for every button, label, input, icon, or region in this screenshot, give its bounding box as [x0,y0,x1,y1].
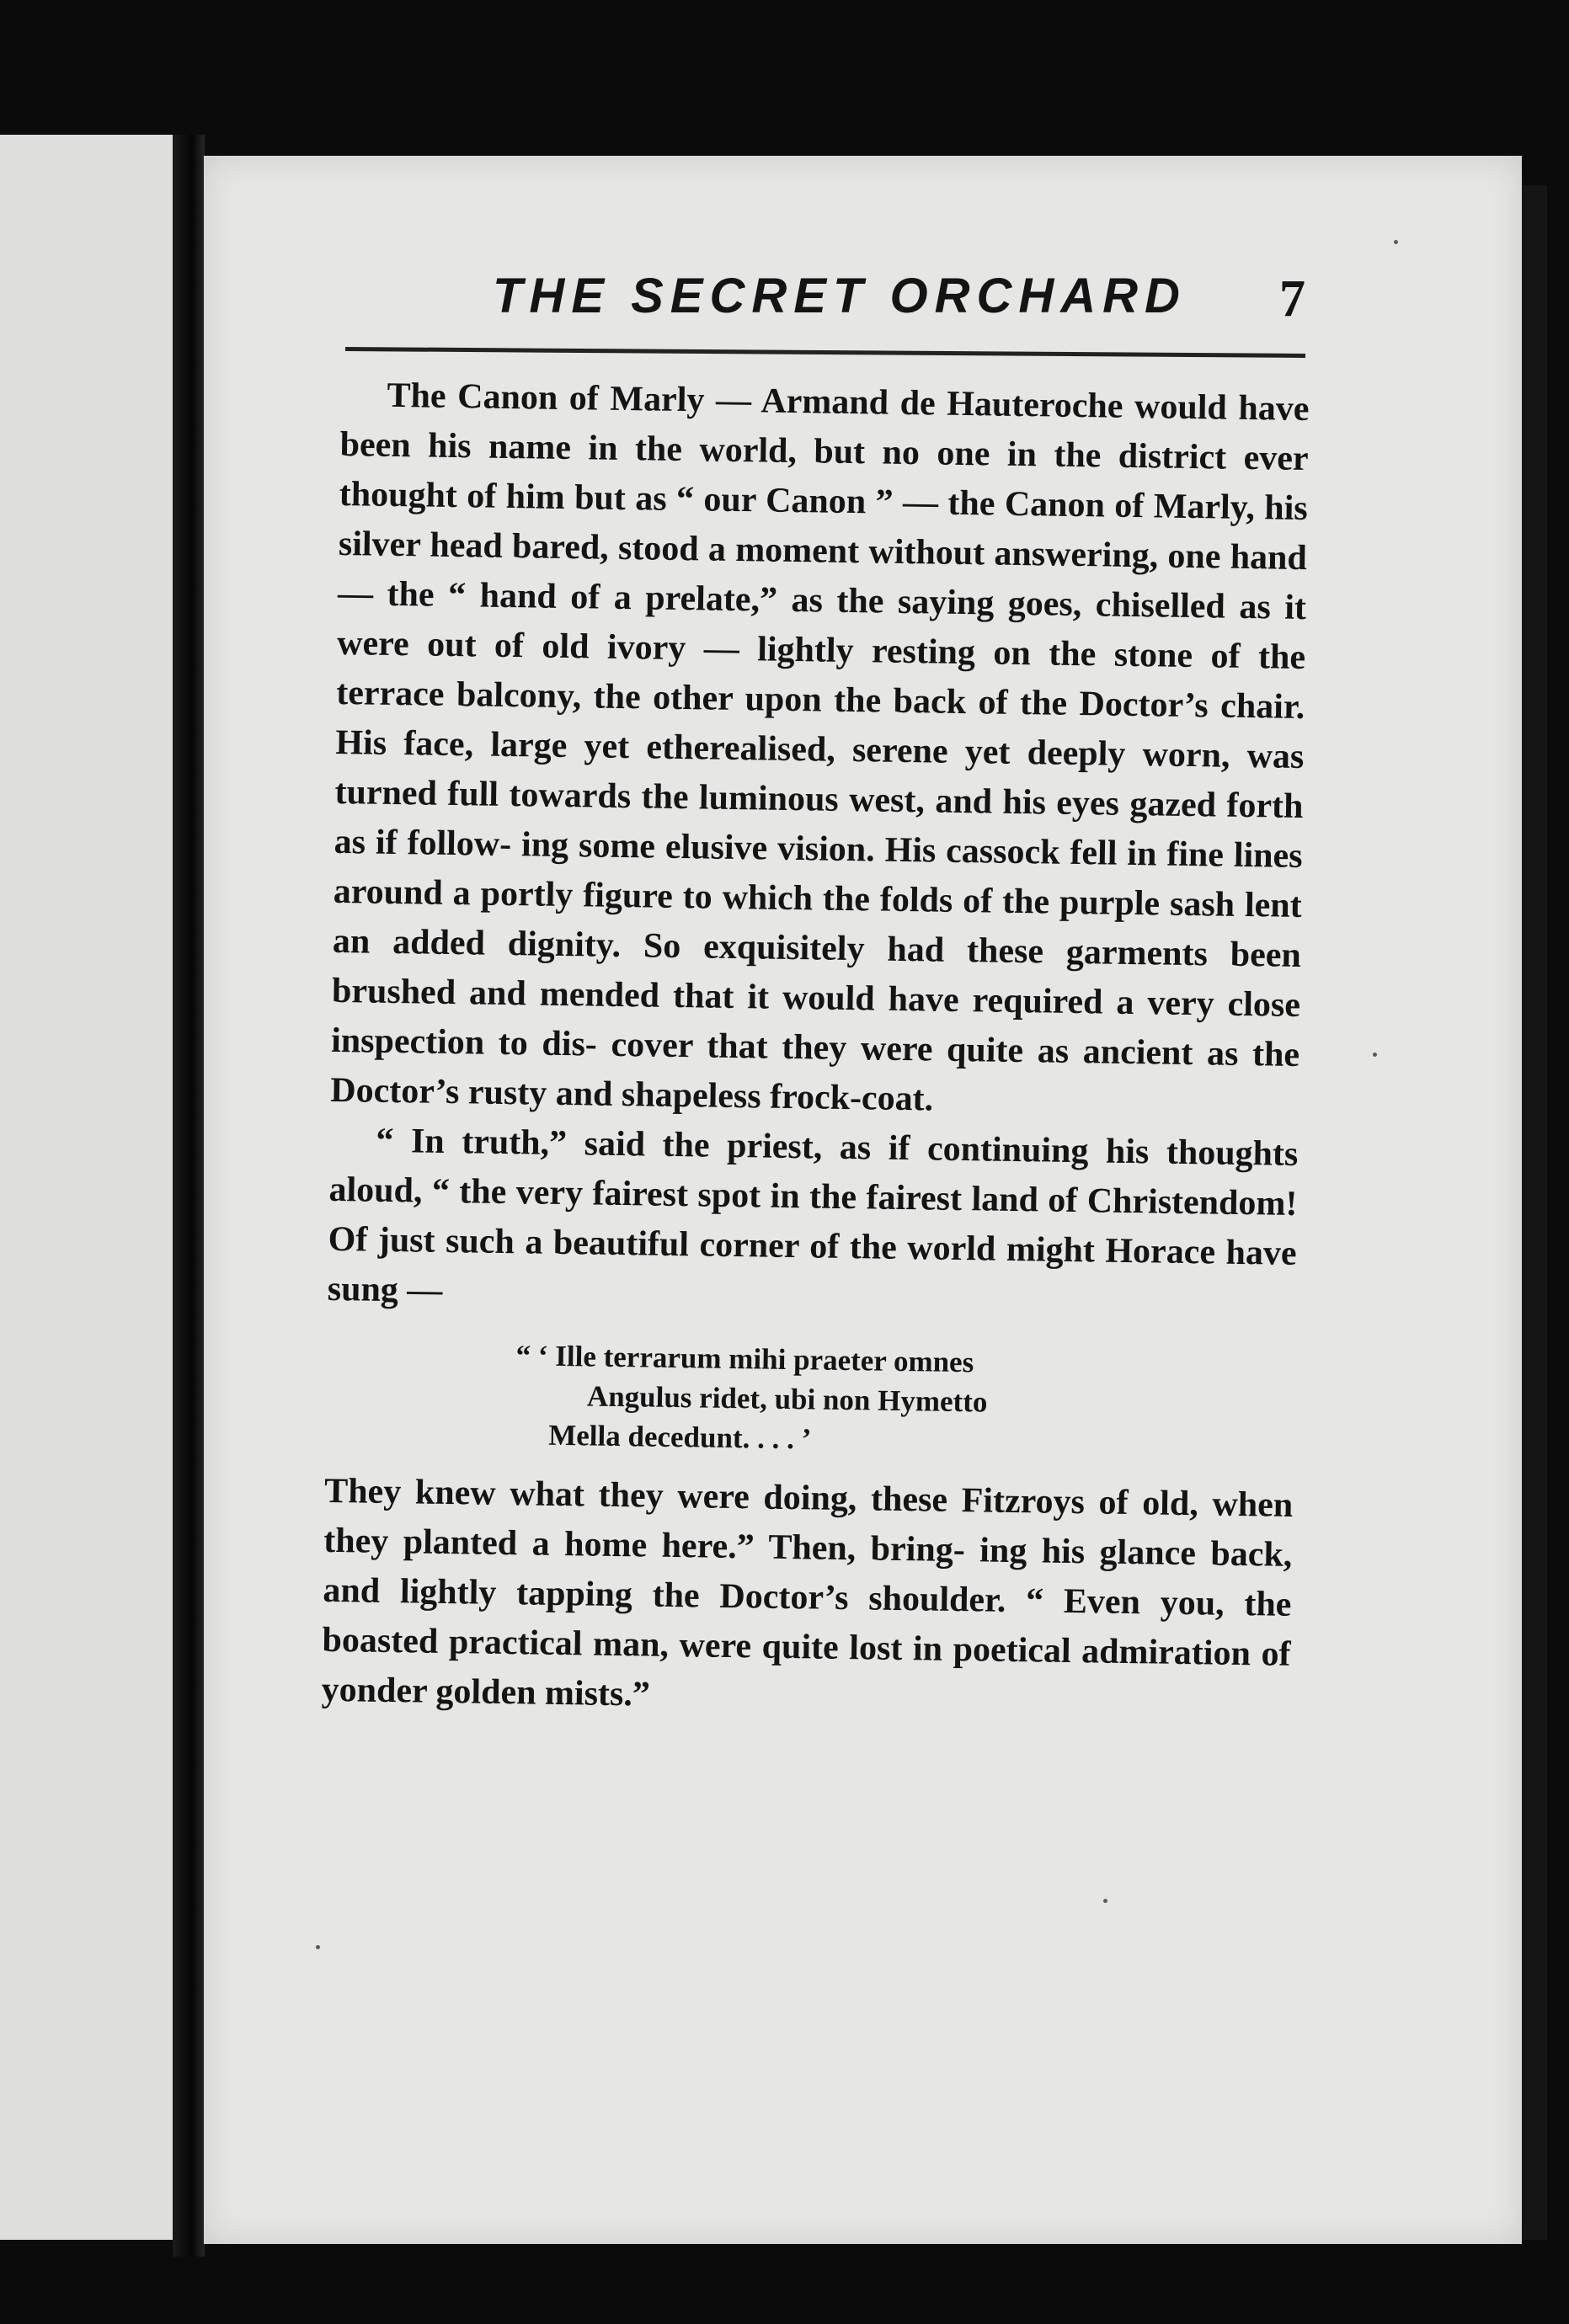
text-line: Canon ” — the Canon of Marly, his silver head bared, [338,481,1309,568]
paragraph-fitzroys [321,1467,1293,1730]
text-line: in the district ever thought of him but as “ our [339,434,1309,520]
text-line: golden mists.” [435,1671,651,1714]
text-line: the Doctor’s chair. His face, large yet etherealised, [335,684,1305,770]
text-line: serene yet deeply worn, was turned full towards the [334,731,1305,818]
book-gutter [173,135,205,2257]
paragraph-priest [327,1116,1298,1329]
text-line: would have been his name in the world, but no one [339,386,1310,474]
text-line: They knew what they were doing, these Fitzroys of [323,1471,1129,1523]
scan-speck [1394,240,1398,244]
text-line: land of Christendom! Of just such a beautiful [328,1180,1298,1265]
text-line: ing some elusive vision. His cassock fell in fine [520,825,1225,875]
scan-speck [1103,1899,1107,1903]
text-line: it would have required a very close inspection to dis- [330,978,1301,1064]
text-line: it were out of old ivory — lightly resting on the stone [336,588,1307,676]
text-line: stood a moment without answering, one hand — the [337,528,1308,615]
running-head [345,268,1305,344]
page-edge-shadow [1522,185,1547,2240]
text-line: purple sash lent an added dignity. So exquisitely [332,882,1303,969]
paragraph-canon [330,370,1310,1130]
verse-line: Angulus ridet, ubi non Hymetto [586,1379,988,1419]
text-line: lines around a portly figure to which the folds of the [333,835,1303,922]
text-line: rusty and shapeless frock-coat. [467,1073,934,1119]
text-line: shoulder. “ Even you, the boasted practical man, [322,1579,1292,1665]
verse-quotation [325,1333,1295,1466]
running-title: THE SECRET ORCHARD [493,269,1187,323]
verse-line: Mella decedunt. . . . ’ [547,1418,812,1456]
page-number: 7 [1279,270,1305,328]
body-text [321,370,1310,1730]
text-line: of the terrace balcony, the other upon the back of [335,637,1306,722]
text-line: ing his glance back, and lightly tapping the Doctor’s [323,1531,1293,1618]
scan-speck [1373,1053,1377,1057]
text-line: “ In truth,” said the priest, as if continuing his [376,1121,1150,1172]
text-line: luminous west, and his eyes gazed forth as if follow- [334,778,1304,865]
text-line: “ hand of a prelate,” as the saying goes, chiselled as [447,575,1272,627]
text-line: thoughts aloud, “ the very fairest spot in the fairest [328,1133,1299,1219]
verse-line: “ ‘ Ille terrarum mihi praeter omnes [515,1339,974,1379]
facing-page-edge [0,135,189,2240]
scan-speck [316,1945,320,1949]
text-line: cover that they were quite as ancient as the Doctor’s [329,1025,1300,1112]
text-line: corner of the world might Horace have sung — [327,1225,1297,1310]
text-line: were quite lost in poetical admiration of yonder [321,1626,1291,1711]
text-line: old, when they planted a home here.” Then, bring- [323,1484,1294,1570]
text-line: had these garments been brushed and mended that [331,930,1302,1016]
text-line: The Canon of Marly — Armand de Hauteroche [387,376,1123,426]
